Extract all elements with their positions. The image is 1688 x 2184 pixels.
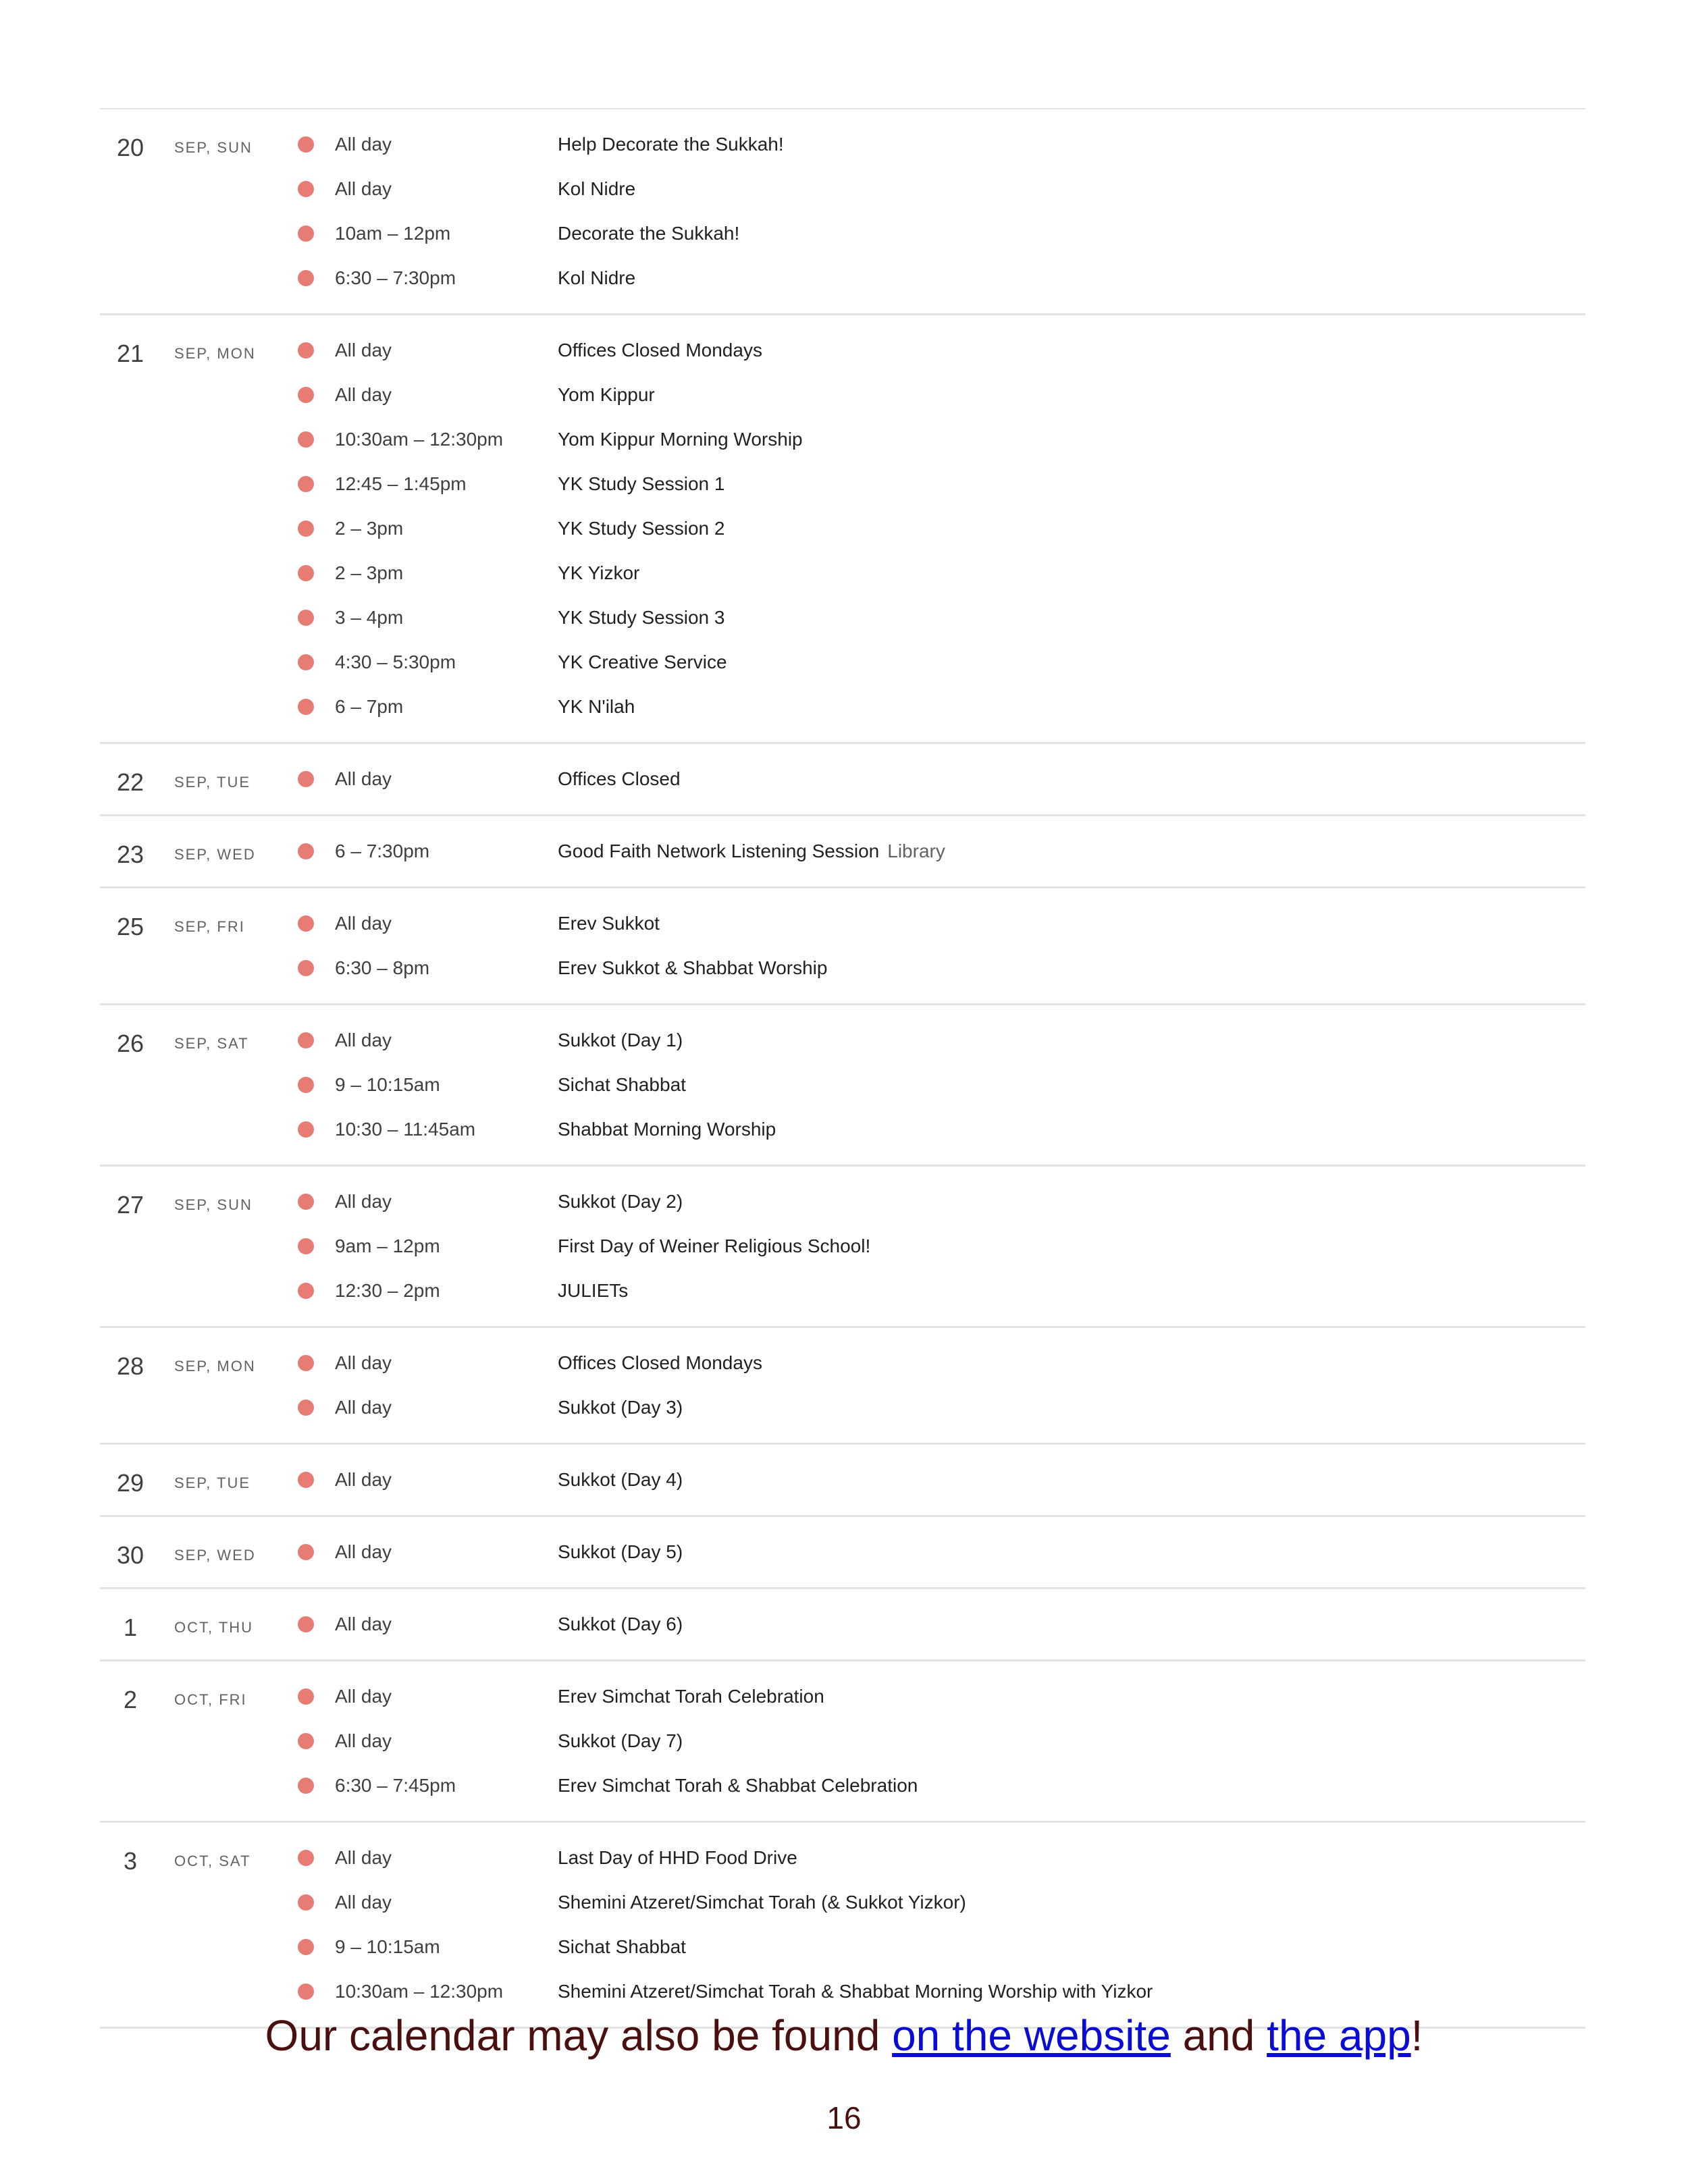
- event-title-text: Sukkot (Day 6): [558, 1614, 683, 1634]
- footer-text-before: Our calendar may also be found: [265, 2011, 893, 2060]
- event-title: [558, 256, 635, 300]
- event-title-text: Sukkot (Day 7): [558, 1730, 683, 1751]
- day-group: [100, 109, 1585, 315]
- day-number: 22: [116, 768, 144, 796]
- event-time: 6 – 7:30pm: [335, 841, 430, 861]
- event-time: All day: [335, 1469, 392, 1490]
- event-title: [558, 167, 635, 211]
- event-title: [558, 1224, 870, 1269]
- day-label: SEP, WED: [174, 1547, 256, 1564]
- event-color-dot-icon: [298, 1778, 314, 1794]
- event-color-dot-icon: [298, 1939, 314, 1955]
- day-number: 27: [116, 1191, 144, 1219]
- event-title-text: YK Yizkor: [558, 562, 640, 583]
- event-title-text: Kol Nidre: [558, 267, 636, 288]
- event-row[interactable]: [100, 946, 1585, 990]
- event-row[interactable]: [100, 640, 1585, 685]
- event-row[interactable]: [100, 1018, 1585, 1063]
- event-title: [558, 1602, 683, 1647]
- day-number: 29: [116, 1469, 144, 1497]
- event-time: All day: [335, 134, 392, 155]
- event-time: 6 – 7pm: [335, 696, 404, 717]
- day-number: 21: [116, 340, 144, 367]
- event-color-dot-icon: [298, 654, 314, 670]
- event-title: [558, 1719, 683, 1763]
- app-link[interactable]: the app: [1267, 2011, 1411, 2060]
- event-row[interactable]: [100, 901, 1585, 946]
- day-number: 25: [116, 913, 144, 940]
- day-number: 2: [123, 1686, 138, 1713]
- event-row[interactable]: [100, 685, 1585, 729]
- day-label: OCT, THU: [174, 1619, 254, 1636]
- event-time: All day: [335, 384, 392, 405]
- event-title-text: Offices Closed Mondays: [558, 1352, 762, 1373]
- event-color-dot-icon: [298, 1355, 314, 1371]
- event-title: [558, 829, 945, 874]
- day-number: 23: [116, 841, 144, 868]
- event-time: 10:30 – 11:45am: [335, 1119, 476, 1140]
- event-title-text: Sukkot (Day 1): [558, 1030, 683, 1050]
- event-row[interactable]: [100, 256, 1585, 300]
- event-title-text: First Day of Weiner Religious School!: [558, 1235, 871, 1256]
- website-link[interactable]: on the website: [892, 2011, 1171, 2060]
- event-title-text: Sichat Shabbat: [558, 1074, 686, 1095]
- event-time: 10:30am – 12:30pm: [335, 429, 504, 450]
- day-label: OCT, FRI: [174, 1691, 247, 1708]
- event-time: All day: [335, 1614, 392, 1634]
- event-time: 4:30 – 5:30pm: [335, 651, 456, 672]
- event-title-text: Offices Closed Mondays: [558, 340, 762, 361]
- event-title-text: Kol Nidre: [558, 178, 636, 199]
- event-row[interactable]: [100, 757, 1585, 801]
- event-title-text: Yom Kippur Morning Worship: [558, 429, 803, 450]
- event-time: 2 – 3pm: [335, 562, 404, 583]
- day-group: [100, 1167, 1585, 1328]
- event-title: [558, 1530, 683, 1574]
- event-time: 2 – 3pm: [335, 518, 404, 539]
- day-label: SEP, SUN: [174, 1196, 253, 1213]
- event-time: 6:30 – 7:45pm: [335, 1775, 456, 1796]
- event-title-text: YK Study Session 3: [558, 607, 725, 628]
- event-color-dot-icon: [298, 225, 314, 242]
- day-label: SEP, MON: [174, 1358, 256, 1375]
- event-time: All day: [335, 1847, 392, 1868]
- event-row[interactable]: [100, 1880, 1585, 1925]
- event-time: All day: [335, 340, 392, 361]
- event-title-text: YK N'ilah: [558, 696, 635, 717]
- event-title-text: Sukkot (Day 5): [558, 1541, 683, 1562]
- event-color-dot-icon: [298, 1983, 314, 2000]
- day-group: [100, 1823, 1585, 2029]
- event-time: 9am – 12pm: [335, 1235, 440, 1256]
- day-group: [100, 1005, 1585, 1167]
- event-title: [558, 373, 655, 417]
- day-group: [100, 816, 1585, 888]
- event-title: [558, 1107, 776, 1152]
- event-row[interactable]: [100, 829, 1585, 874]
- event-title: [558, 1880, 966, 1925]
- event-title-text: Sukkot (Day 4): [558, 1469, 683, 1490]
- event-color-dot-icon: [298, 181, 314, 197]
- calendar-footer-note: [0, 2010, 1688, 2060]
- event-title-text: Sukkot (Day 2): [558, 1191, 683, 1212]
- day-number: 3: [123, 1847, 138, 1875]
- day-label: SEP, WED: [174, 846, 256, 863]
- event-time: 9 – 10:15am: [335, 1074, 440, 1095]
- day-number: 28: [116, 1352, 144, 1380]
- event-title-text: Decorate the Sukkah!: [558, 223, 740, 244]
- event-color-dot-icon: [298, 1472, 314, 1488]
- day-group: [100, 1328, 1585, 1445]
- day-group: [100, 1517, 1585, 1589]
- event-time: All day: [335, 1191, 392, 1212]
- event-title-text: Sichat Shabbat: [558, 1936, 686, 1957]
- event-color-dot-icon: [298, 1894, 314, 1911]
- event-title: [558, 1269, 628, 1313]
- event-title-text: YK Study Session 1: [558, 473, 725, 494]
- event-color-dot-icon: [298, 915, 314, 932]
- footer-text-after: !: [1410, 2011, 1423, 2060]
- event-time: All day: [335, 178, 392, 199]
- day-label: SEP, TUE: [174, 1474, 251, 1491]
- event-title: [558, 1341, 762, 1385]
- event-color-dot-icon: [298, 431, 314, 448]
- event-color-dot-icon: [298, 699, 314, 715]
- event-title-text: Offices Closed: [558, 768, 681, 789]
- event-title-text: Shemini Atzeret/Simchat Torah (& Sukkot Yizkor): [558, 1892, 966, 1913]
- event-row[interactable]: [100, 1269, 1585, 1313]
- event-row[interactable]: [100, 1836, 1585, 1880]
- event-title: [558, 757, 681, 801]
- event-title-text: JULIETs: [558, 1280, 629, 1301]
- event-row[interactable]: [100, 1602, 1585, 1647]
- event-row[interactable]: [100, 167, 1585, 211]
- event-title: [558, 1763, 918, 1808]
- event-row[interactable]: [100, 462, 1585, 506]
- event-title: [558, 946, 827, 990]
- event-color-dot-icon: [298, 1238, 314, 1254]
- day-group: [100, 888, 1585, 1005]
- event-row[interactable]: [100, 1530, 1585, 1574]
- event-color-dot-icon: [298, 476, 314, 492]
- event-title: [558, 1385, 683, 1430]
- event-row[interactable]: [100, 1179, 1585, 1224]
- event-title-text: Last Day of HHD Food Drive: [558, 1847, 797, 1868]
- event-title: [558, 1836, 797, 1880]
- event-title: [558, 1674, 824, 1719]
- event-time: 10am – 12pm: [335, 223, 451, 244]
- day-number: 1: [123, 1614, 138, 1641]
- event-time: 9 – 10:15am: [335, 1936, 440, 1957]
- page-number: 16: [826, 2100, 862, 2135]
- event-color-dot-icon: [298, 1733, 314, 1749]
- day-number: 20: [116, 134, 144, 161]
- event-time: All day: [335, 1352, 392, 1373]
- day-label: SEP, TUE: [174, 774, 251, 791]
- day-group: [100, 1445, 1585, 1517]
- event-title: [558, 1179, 683, 1224]
- day-group: [100, 1589, 1585, 1661]
- day-label: SEP, MON: [174, 345, 256, 362]
- event-title-text: Shemini Atzeret/Simchat Torah & Shabbat Morning Worship with Yizkor: [558, 1981, 1153, 2002]
- event-time: 10:30am – 12:30pm: [335, 1981, 504, 2002]
- day-group: [100, 744, 1585, 816]
- event-color-dot-icon: [298, 270, 314, 286]
- agenda-list: [100, 108, 1585, 2029]
- event-row[interactable]: [100, 417, 1585, 462]
- day-group: [100, 1661, 1585, 1823]
- event-time: 6:30 – 7:30pm: [335, 267, 456, 288]
- event-time: All day: [335, 768, 392, 789]
- event-title-text: Shabbat Morning Worship: [558, 1119, 776, 1140]
- event-color-dot-icon: [298, 1850, 314, 1866]
- event-color-dot-icon: [298, 771, 314, 787]
- event-title-text: YK Study Session 2: [558, 518, 725, 539]
- event-color-dot-icon: [298, 1077, 314, 1093]
- event-time: 12:45 – 1:45pm: [335, 473, 467, 494]
- event-title: [558, 1063, 686, 1107]
- event-row[interactable]: [100, 122, 1585, 167]
- event-title: [558, 328, 762, 373]
- event-color-dot-icon: [298, 960, 314, 976]
- event-row[interactable]: [100, 1925, 1585, 1969]
- event-title: [558, 211, 739, 256]
- day-label: SEP, SAT: [174, 1035, 249, 1052]
- event-color-dot-icon: [298, 342, 314, 358]
- event-color-dot-icon: [298, 843, 314, 859]
- event-color-dot-icon: [298, 387, 314, 403]
- event-time: All day: [335, 1730, 392, 1751]
- event-time: All day: [335, 1030, 392, 1050]
- event-color-dot-icon: [298, 521, 314, 537]
- event-time: All day: [335, 1686, 392, 1707]
- event-row[interactable]: [100, 1341, 1585, 1385]
- event-title: [558, 595, 724, 640]
- event-title-text: Good Faith Network Listening Session: [558, 841, 880, 861]
- event-title-text: Sukkot (Day 3): [558, 1397, 683, 1418]
- event-title: [558, 551, 639, 595]
- event-title: [558, 1018, 683, 1063]
- event-row[interactable]: [100, 1385, 1585, 1430]
- day-label: SEP, FRI: [174, 918, 245, 935]
- event-title: [558, 1925, 686, 1969]
- event-row[interactable]: [100, 373, 1585, 417]
- event-title-text: YK Creative Service: [558, 651, 727, 672]
- event-color-dot-icon: [298, 136, 314, 153]
- event-title-text: Help Decorate the Sukkah!: [558, 134, 784, 155]
- event-title: [558, 901, 660, 946]
- event-row[interactable]: [100, 1969, 1585, 2014]
- event-color-dot-icon: [298, 610, 314, 626]
- event-row[interactable]: [100, 506, 1585, 551]
- event-time: 3 – 4pm: [335, 607, 404, 628]
- event-time: All day: [335, 1541, 392, 1562]
- event-color-dot-icon: [298, 1616, 314, 1632]
- event-color-dot-icon: [298, 1121, 314, 1138]
- event-time: All day: [335, 913, 392, 934]
- event-row[interactable]: [100, 1719, 1585, 1763]
- day-number: 30: [116, 1541, 144, 1569]
- event-time: All day: [335, 1397, 392, 1418]
- event-title: [558, 417, 803, 462]
- event-color-dot-icon: [298, 1688, 314, 1705]
- day-group: [100, 315, 1585, 744]
- event-title: [558, 506, 724, 551]
- event-title-text: Erev Sukkot: [558, 913, 660, 934]
- event-title: [558, 640, 727, 685]
- event-time: 6:30 – 8pm: [335, 957, 430, 978]
- event-row[interactable]: [100, 1458, 1585, 1502]
- event-color-dot-icon: [298, 565, 314, 581]
- event-location: Library: [887, 841, 945, 861]
- event-row[interactable]: [100, 551, 1585, 595]
- event-color-dot-icon: [298, 1400, 314, 1416]
- event-time: 12:30 – 2pm: [335, 1280, 440, 1301]
- event-row[interactable]: [100, 1763, 1585, 1808]
- event-title: [558, 122, 784, 167]
- day-label: SEP, SUN: [174, 139, 253, 156]
- event-title: [558, 462, 724, 506]
- footer-text-middle: and: [1170, 2011, 1267, 2060]
- event-title-text: Erev Simchat Torah Celebration: [558, 1686, 824, 1707]
- event-title: [558, 685, 635, 729]
- event-color-dot-icon: [298, 1283, 314, 1299]
- event-title: [558, 1458, 683, 1502]
- event-row[interactable]: [100, 1674, 1585, 1719]
- event-color-dot-icon: [298, 1032, 314, 1048]
- day-label: OCT, SAT: [174, 1853, 251, 1869]
- event-row[interactable]: [100, 1063, 1585, 1107]
- day-number: 26: [116, 1030, 144, 1057]
- event-row[interactable]: [100, 1224, 1585, 1269]
- event-title-text: Erev Sukkot & Shabbat Worship: [558, 957, 828, 978]
- event-color-dot-icon: [298, 1544, 314, 1560]
- event-title-text: Erev Simchat Torah & Shabbat Celebration: [558, 1775, 918, 1796]
- event-row[interactable]: [100, 328, 1585, 373]
- event-row[interactable]: [100, 595, 1585, 640]
- event-title-text: Yom Kippur: [558, 384, 655, 405]
- event-time: All day: [335, 1892, 392, 1913]
- event-color-dot-icon: [298, 1194, 314, 1210]
- event-row[interactable]: [100, 1107, 1585, 1152]
- event-row[interactable]: [100, 211, 1585, 256]
- event-title: [558, 1969, 1153, 2014]
